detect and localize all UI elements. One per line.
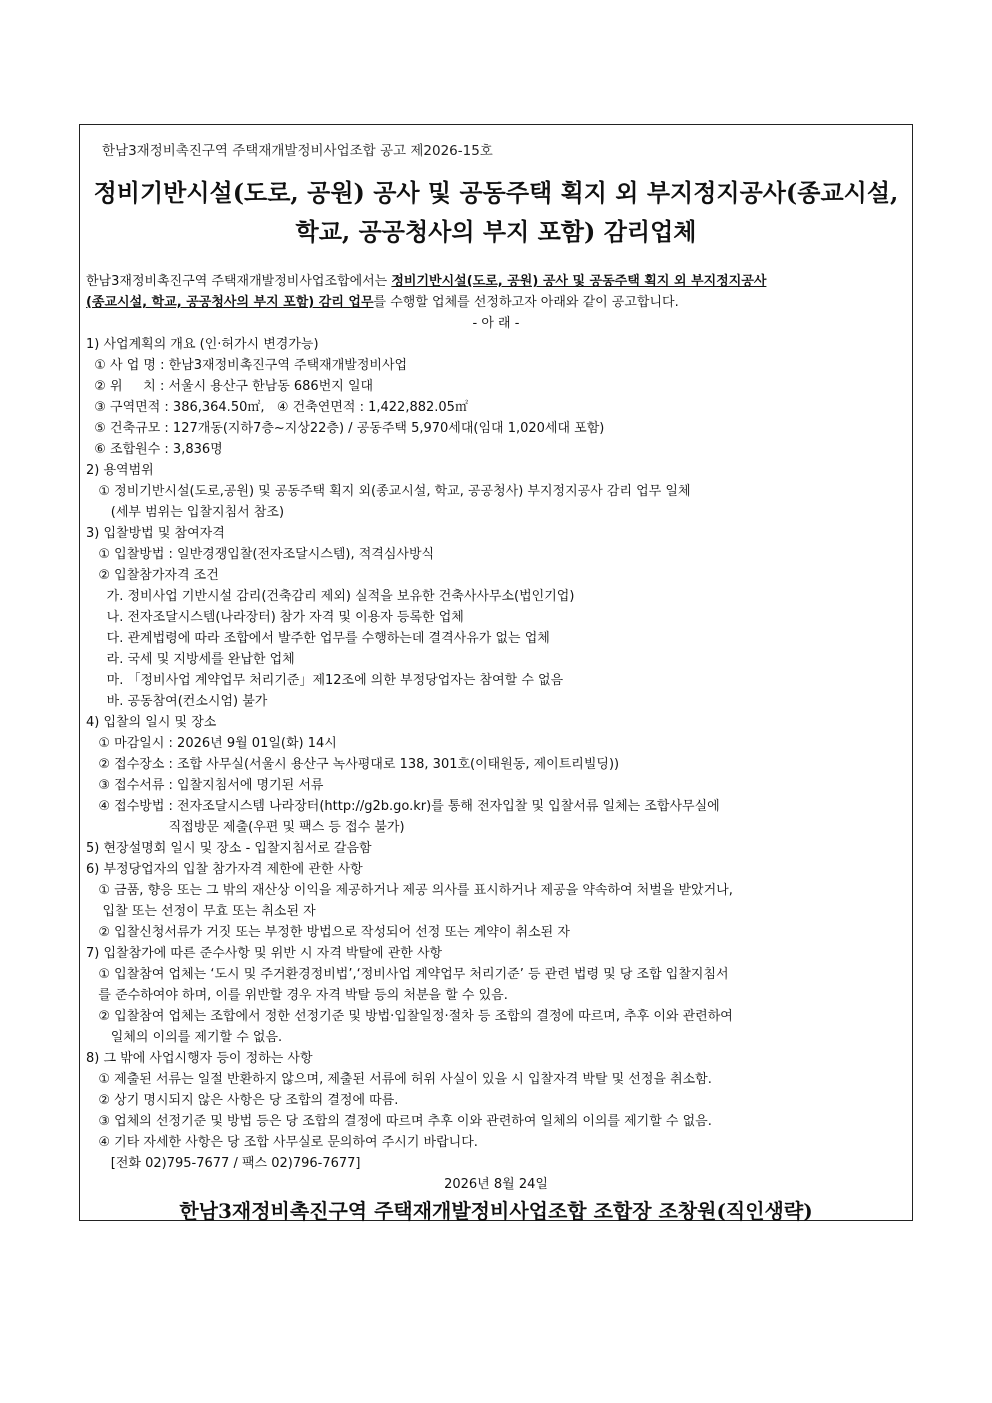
notice-line: ① 마감일시 : 2026년 9월 01일(화) 14시 — [86, 736, 337, 751]
notice-line: ⑥ 조합원수 : 3,836명 — [86, 442, 223, 457]
below-marker: - 아 래 - — [472, 316, 520, 331]
notice-line: ① 제출된 서류는 일절 반환하지 않으며, 제출된 서류에 허위 사실이 있을 시 입찰자격 박탈 및 선정을 취소함. — [86, 1072, 712, 1087]
notice-line: 2) 용역범위 — [86, 463, 154, 478]
notice-line: 바. 공동참여(컨소시엄) 불가 — [86, 694, 268, 709]
notice-line: 7) 입찰참가에 따른 준수사항 및 위반 시 자격 박탈에 관한 사항 — [86, 946, 443, 961]
notice-line: 6) 부정당업자의 입찰 참가자격 제한에 관한 사항 — [86, 862, 363, 877]
notice-line: 4) 입찰의 일시 및 장소 — [86, 715, 217, 730]
notice-line: ① 정비기반시설(도로,공원) 및 공동주택 획지 외(종교시설, 학교, 공공청사) 부지정지공사 감리 업무 일체 — [86, 484, 691, 499]
title-line-2: 학교, 공공청사의 부지 포함) 감리업체 — [295, 217, 697, 246]
intro-suffix: 를 수행할 업체를 선정하고자 아래와 같이 공고합니다. — [373, 295, 679, 310]
notice-line: ③ 접수서류 : 입찰지침서에 명기된 서류 — [86, 778, 324, 793]
intro-emphasis-1: 정비기반시설(도로, 공원) 공사 및 공동주택 획지 외 부지정지공사 — [391, 274, 767, 289]
title-line-1: 정비기반시설(도로, 공원) 공사 및 공동주택 획지 외 부지정지공사(종교시설, — [93, 178, 899, 207]
notice-line: 8) 그 밖에 사업시행자 등이 정하는 사항 — [86, 1051, 313, 1066]
notice-line: ⑤ 건축규모 : 127개동(지하7층~지상22층) / 공동주택 5,970세대(임대 1,020세대 포함) — [86, 421, 605, 436]
notice-line: ② 상기 명시되지 않은 사항은 당 조합의 결정에 따름. — [86, 1093, 399, 1108]
intro-prefix: 한남3재정비촉진구역 주택재개발정비사업조합에서는 — [86, 274, 392, 289]
notice-line: ④ 접수방법 : 전자조달시스템 나라장터(http://g2b.go.kr)를 통해 전자입찰 및 입찰서류 일체는 조합사무실에 — [86, 799, 720, 814]
notice-line: 라. 국세 및 지방세를 완납한 업체 — [86, 652, 295, 667]
notice-line: ② 위 치 : 서울시 용산구 한남동 686번지 일대 — [86, 379, 374, 394]
notice-line: ② 입찰참여 업체는 조합에서 정한 선정기준 및 방법·입찰일정·절차 등 조합의 결정에 따르며, 추후 이와 관련하여 — [86, 1009, 733, 1024]
notice-line: 다. 관계법령에 따라 조합에서 발주한 업무를 수행하는데 결격사유가 없는 업체 — [86, 631, 550, 646]
notice-line: 일체의 이의를 제기할 수 없음. — [86, 1030, 283, 1045]
notice-line: [전화 02)795-7677 / 팩스 02)796-7677] — [86, 1156, 361, 1171]
notice-items — [86, 334, 906, 1174]
intro-line-2 — [86, 292, 906, 313]
notice-line: ① 입찰참여 업체는 ‘도시 및 주거환경정비법’,‘정비사업 계약업무 처리기준’ 등 관련 법령 및 당 조합 입찰지침서 — [86, 967, 729, 982]
signature: 한남3재정비촉진구역 주택재개발정비사업조합 조합장 조창원(직인생략) — [179, 1199, 813, 1223]
notice-line: (세부 범위는 입찰지침서 참조) — [86, 505, 285, 520]
notice-line: 직접방문 제출(우편 및 팩스 등 접수 불가) — [86, 820, 405, 835]
notice-body — [86, 271, 906, 1195]
notice-line: 마. 「정비사업 계약업무 처리기준」제12조에 의한 부정당업자는 참여할 수 없음 — [86, 673, 564, 688]
intro-emphasis-2: (종교시설, 학교, 공공청사의 부지 포함) 감리 업무 — [86, 295, 374, 310]
notice-frame — [79, 124, 913, 1221]
notice-number: 한남3재정비촉진구역 주택재개발정비사업조합 공고 제2026-15호 — [102, 143, 493, 159]
notice-line: ② 입찰참가자격 조건 — [86, 568, 219, 583]
notice-line: ② 접수장소 : 조합 사무실(서울시 용산구 녹사평대로 138, 301호(이태원동, 제이트리빌딩)) — [86, 757, 620, 772]
notice-line: 1) 사업계획의 개요 (인·허가시 변경가능) — [86, 337, 319, 352]
intro-line-1 — [86, 271, 906, 292]
notice-line: ① 입찰방법 : 일반경쟁입찰(전자조달시스템), 적격심사방식 — [86, 547, 435, 562]
notice-line: 를 준수하여야 하며, 이를 위반할 경우 자격 박탈 등의 처분을 할 수 있음. — [86, 988, 508, 1003]
notice-line: 나. 전자조달시스템(나라장터) 참가 자격 및 이용자 등록한 업체 — [86, 610, 464, 625]
notice-title — [80, 173, 912, 251]
notice-line: ③ 구역면적 : 386,364.50㎡, ④ 건축연면적 : 1,422,882.05㎡ — [86, 400, 468, 415]
notice-line: ③ 업체의 선정기준 및 방법 등은 당 조합의 결정에 따르며 추후 이와 관련하여 일체의 이의를 제기할 수 없음. — [86, 1114, 712, 1129]
notice-line: ① 사 업 명 : 한남3재정비촉진구역 주택재개발정비사업 — [86, 358, 408, 373]
notice-line: ① 금품, 향응 또는 그 밖의 재산상 이익을 제공하거나 제공 의사를 표시하거나 제공을 약속하여 처벌을 받았거나, — [86, 883, 733, 898]
notice-line: 가. 정비사업 기반시설 감리(건축감리 제외) 실적을 보유한 건축사사무소(법인기업) — [86, 589, 575, 604]
notice-line: 입찰 또는 선정이 무효 또는 취소된 자 — [86, 904, 316, 919]
notice-line: ④ 기타 자세한 사항은 당 조합 사무실로 문의하여 주시기 바랍니다. — [86, 1135, 478, 1150]
notice-line: 5) 현장설명회 일시 및 장소 - 입찰지침서로 갈음함 — [86, 841, 372, 856]
notice-line: 3) 입찰방법 및 참여자격 — [86, 526, 225, 541]
notice-date: 2026년 8월 24일 — [444, 1177, 548, 1192]
notice-line: ② 입찰신청서류가 거짓 또는 부정한 방법으로 작성되어 선정 또는 계약이 취소된 자 — [86, 925, 570, 940]
